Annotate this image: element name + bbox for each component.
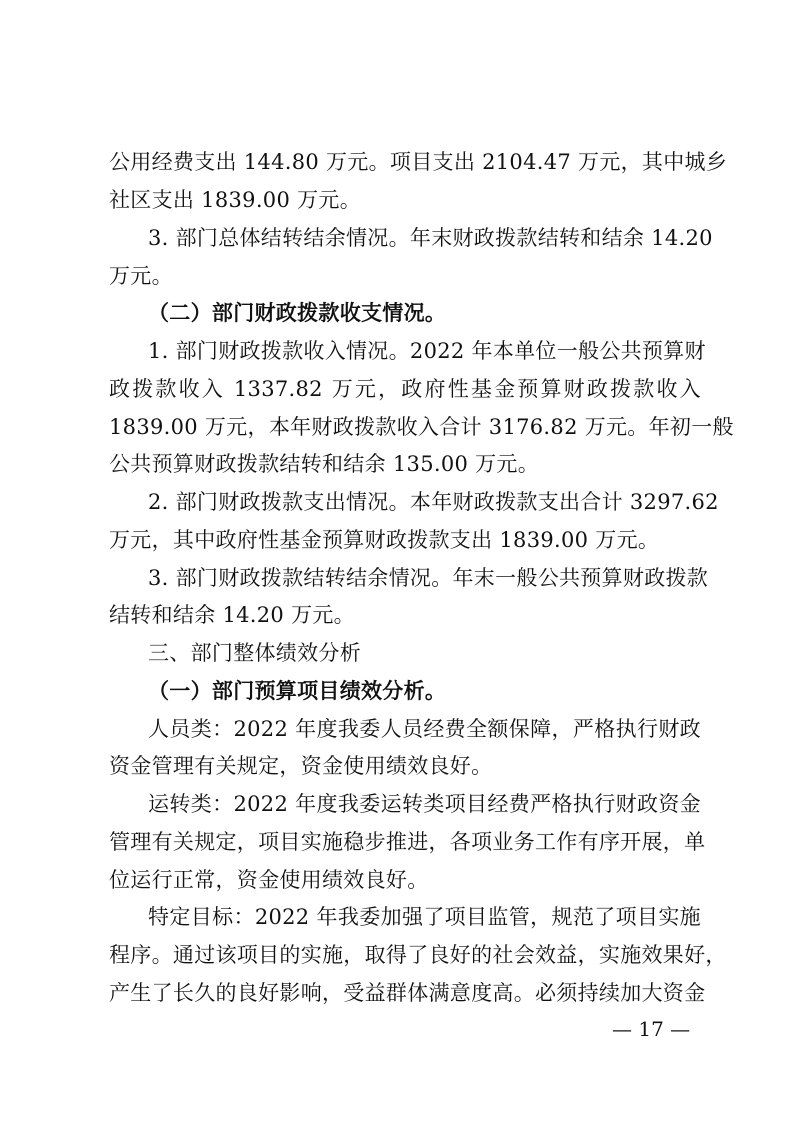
- text-line: 1. 部门财政拨款收入情况。2022 年本单位一般公共预算财: [148, 339, 706, 363]
- text-line: 程序。通过该项目的实施，取得了良好的社会效益，实施效果好，: [109, 943, 727, 967]
- section-heading: （二）部门财政拨款收支情况。: [148, 301, 447, 325]
- text-line: 产生了长久的良好影响，受益群体满意度高。必须持续加大资金: [109, 981, 706, 1005]
- text-line: 特定目标：2022 年我委加强了项目监管，规范了项目实施: [148, 905, 701, 929]
- text-line: 万元，其中政府性基金预算财政拨款支出 1839.00 万元。: [109, 528, 660, 552]
- text-line: 运转类：2022 年度我委运转类项目经费严格执行财政资金: [148, 792, 701, 816]
- section-heading: （一）部门预算项目绩效分析。: [148, 679, 447, 703]
- text-line: 位运行正常，资金使用绩效良好。: [109, 868, 429, 892]
- text-line: 人员类：2022 年度我委人员经费全额保障，严格执行财政: [148, 717, 701, 741]
- text-line: 1839.00 万元，本年财政拨款收入合计 3176.82 万元。年初一般: [109, 415, 734, 439]
- section-heading: 三、部门整体绩效分析: [148, 641, 361, 665]
- text-line: 3. 部门财政拨款结转结余情况。年末一般公共预算财政拨款: [148, 566, 709, 590]
- text-line: 万元。: [109, 264, 173, 288]
- text-line: 公共预算财政拨款结转和结余 135.00 万元。: [109, 452, 540, 476]
- text-line: 3. 部门总体结转结余情况。年末财政拨款结转和结余 14.20: [148, 226, 713, 250]
- text-line: 公用经费支出 144.80 万元。项目支出 2104.47 万元，其中城乡: [109, 150, 728, 174]
- text-line: 管理有关规定，项目实施稳步推进，各项业务工作有序开展，单: [109, 830, 706, 854]
- text-line: 结转和结余 14.20 万元。: [109, 603, 355, 627]
- text-line: 资金管理有关规定，资金使用绩效良好。: [109, 754, 493, 778]
- page-number: — 17 —: [612, 1017, 691, 1041]
- text-line: 2. 部门财政拨款支出情况。本年财政拨款支出合计 3297.62: [148, 490, 719, 514]
- text-line: 社区支出 1839.00 万元。: [109, 188, 361, 212]
- text-line: 政拨款收入 1337.82 万元，政府性基金预算财政拨款收入: [109, 377, 701, 401]
